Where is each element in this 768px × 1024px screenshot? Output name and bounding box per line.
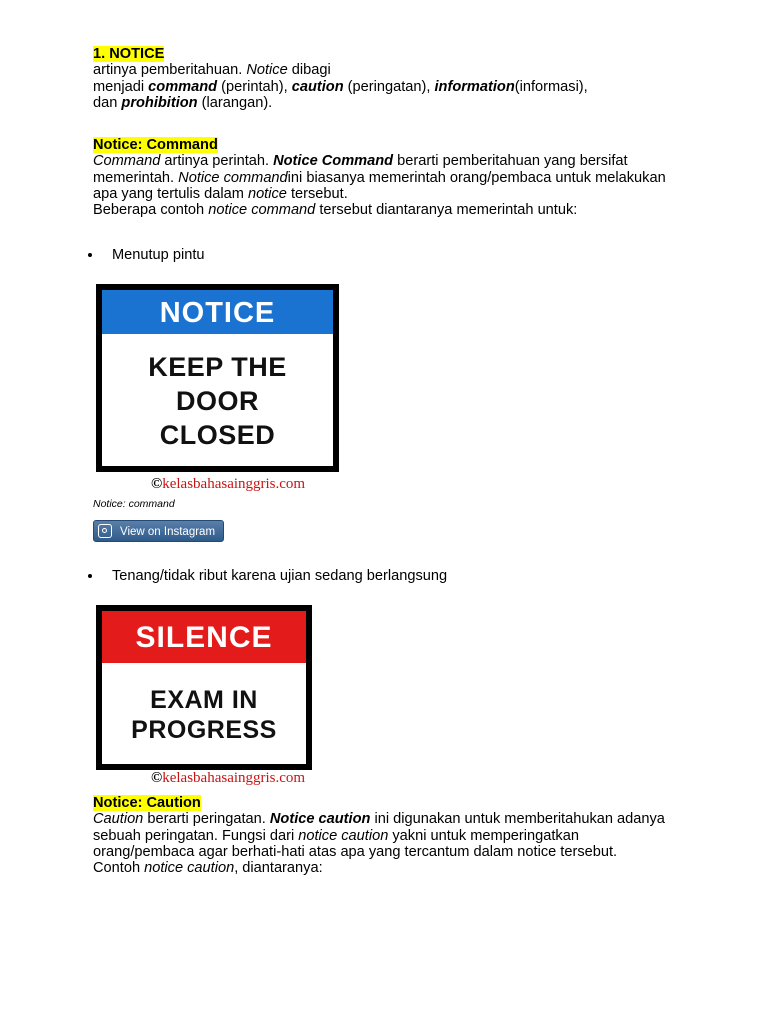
caution-section: [93, 795, 713, 876]
list-item: Tenang/tidak ribut karena ujian sedang berlangsung: [93, 568, 693, 586]
section-heading-caution: Notice: Caution: [93, 795, 201, 811]
command-paragraph-line-2: memerintah. Notice commandini biasanya memerintah orang/pembaca untuk melakukan: [93, 169, 666, 186]
caution-paragraph-line-3: orang/pembaca agar berhati-hati atas apa yang tercantum dalam notice tersebut.: [93, 843, 618, 860]
image-credit: ©kelasbahasainggris.com: [151, 770, 306, 786]
command-paragraph-line-3: apa yang tertulis dalam notice tersebut.: [93, 186, 348, 203]
sign-body: KEEP THE DOOR CLOSED: [102, 334, 333, 466]
notice-intro-line-3: dan prohibition (larangan).: [93, 94, 273, 111]
section-heading-notice: 1. NOTICE: [93, 46, 165, 62]
command-paragraph-line-4: Beberapa contoh notice command tersebut diantaranya memerintah untuk:: [93, 202, 578, 219]
sign-header: SILENCE: [102, 611, 306, 663]
image-credit: ©kelasbahasainggris.com: [151, 476, 306, 492]
caution-paragraph-line-1: Caution berarti peringatan. Notice caution ini digunakan untuk memberitahukan adanya: [93, 811, 665, 828]
command-paragraph-line-1: Command artinya perintah. Notice Command berarti pemberitahuan yang bersifat: [93, 153, 628, 170]
bullet-icon: [88, 253, 92, 257]
sign-header: NOTICE: [102, 290, 333, 334]
document-page: [93, 46, 713, 265]
list-item: Menutup pintu: [93, 247, 713, 265]
image-caption: Notice: command: [93, 498, 175, 510]
notice-sign-image: [96, 284, 339, 472]
silence-sign-image: [96, 605, 312, 770]
notice-intro-line-2: menjadi command (perintah), caution (peringatan), information(informasi),: [93, 78, 588, 95]
caution-paragraph-line-4: Contoh notice caution, diantaranya:: [93, 860, 323, 877]
caution-paragraph-line-2: sebuah peringatan. Fungsi dari notice caution yakni untuk memperingatkan: [93, 827, 579, 844]
view-on-instagram-button[interactable]: View on Instagram: [93, 520, 224, 542]
notice-intro-line-1: artinya pemberitahuan. Notice dibagi: [93, 62, 331, 79]
sign-body: EXAM IN PROGRESS: [102, 663, 306, 764]
section-heading-command: Notice: Command: [93, 137, 218, 154]
instagram-icon: [98, 524, 112, 538]
bullet-icon: [88, 574, 92, 578]
